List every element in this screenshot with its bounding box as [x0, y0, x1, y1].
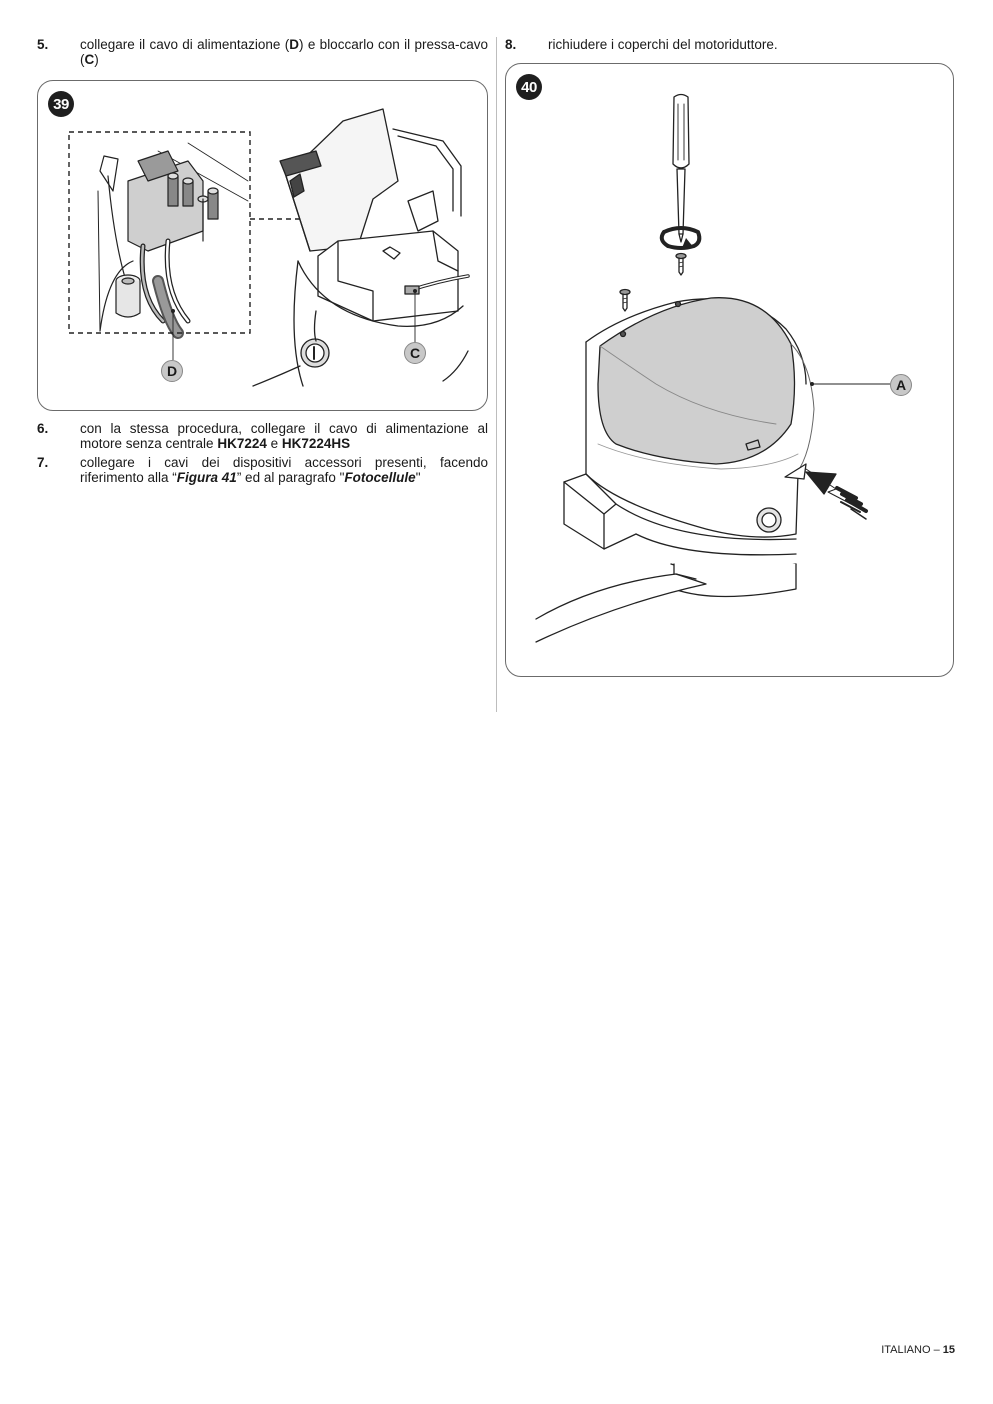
figure-39 [37, 80, 488, 411]
footer-language: ITALIANO – [881, 1344, 943, 1356]
step-text: richiudere i coperchi del motoriduttore. [548, 37, 778, 52]
column-divider [496, 37, 497, 712]
step-number: 7. [37, 455, 49, 470]
step-5 [37, 37, 488, 67]
step-7 [37, 455, 488, 485]
figure-number-badge: 40 [516, 74, 542, 100]
section-reference: Fotocellule [344, 470, 416, 485]
callout-c: C [404, 342, 426, 364]
figure-40 [505, 63, 954, 677]
model-hk7224: HK7224 [217, 436, 267, 451]
callout-a: A [890, 374, 912, 396]
page-footer [881, 1343, 955, 1358]
callout-d: D [161, 360, 183, 382]
step-6 [37, 421, 488, 451]
page-number: 15 [942, 1344, 955, 1356]
ref-d: D [289, 37, 300, 52]
step-number: 5. [37, 37, 49, 52]
ref-c: C [84, 52, 95, 67]
figure-number-badge: 39 [48, 91, 74, 117]
step-text: collegare il cavo di alimentazione (D) e bloccarlo con il pressa-cavo (C) [80, 37, 488, 67]
step-text: collegare i cavi dei dispositivi accessori presenti, facendo riferimento alla “Figura 41” ed al paragrafo "Fotocellule" [80, 455, 488, 485]
step-text: con la stessa procedura, collegare il cavo di alimentazione al motore senza centrale HK7224 e HK7224HS [80, 421, 488, 451]
figure-40-illustration [506, 64, 954, 677]
model-hk7224hs: HK7224HS [281, 436, 351, 451]
step-number: 6. [37, 421, 49, 436]
step-number: 8. [505, 37, 517, 52]
step-8 [505, 37, 945, 52]
figure-reference: Figura 41 [176, 470, 237, 485]
